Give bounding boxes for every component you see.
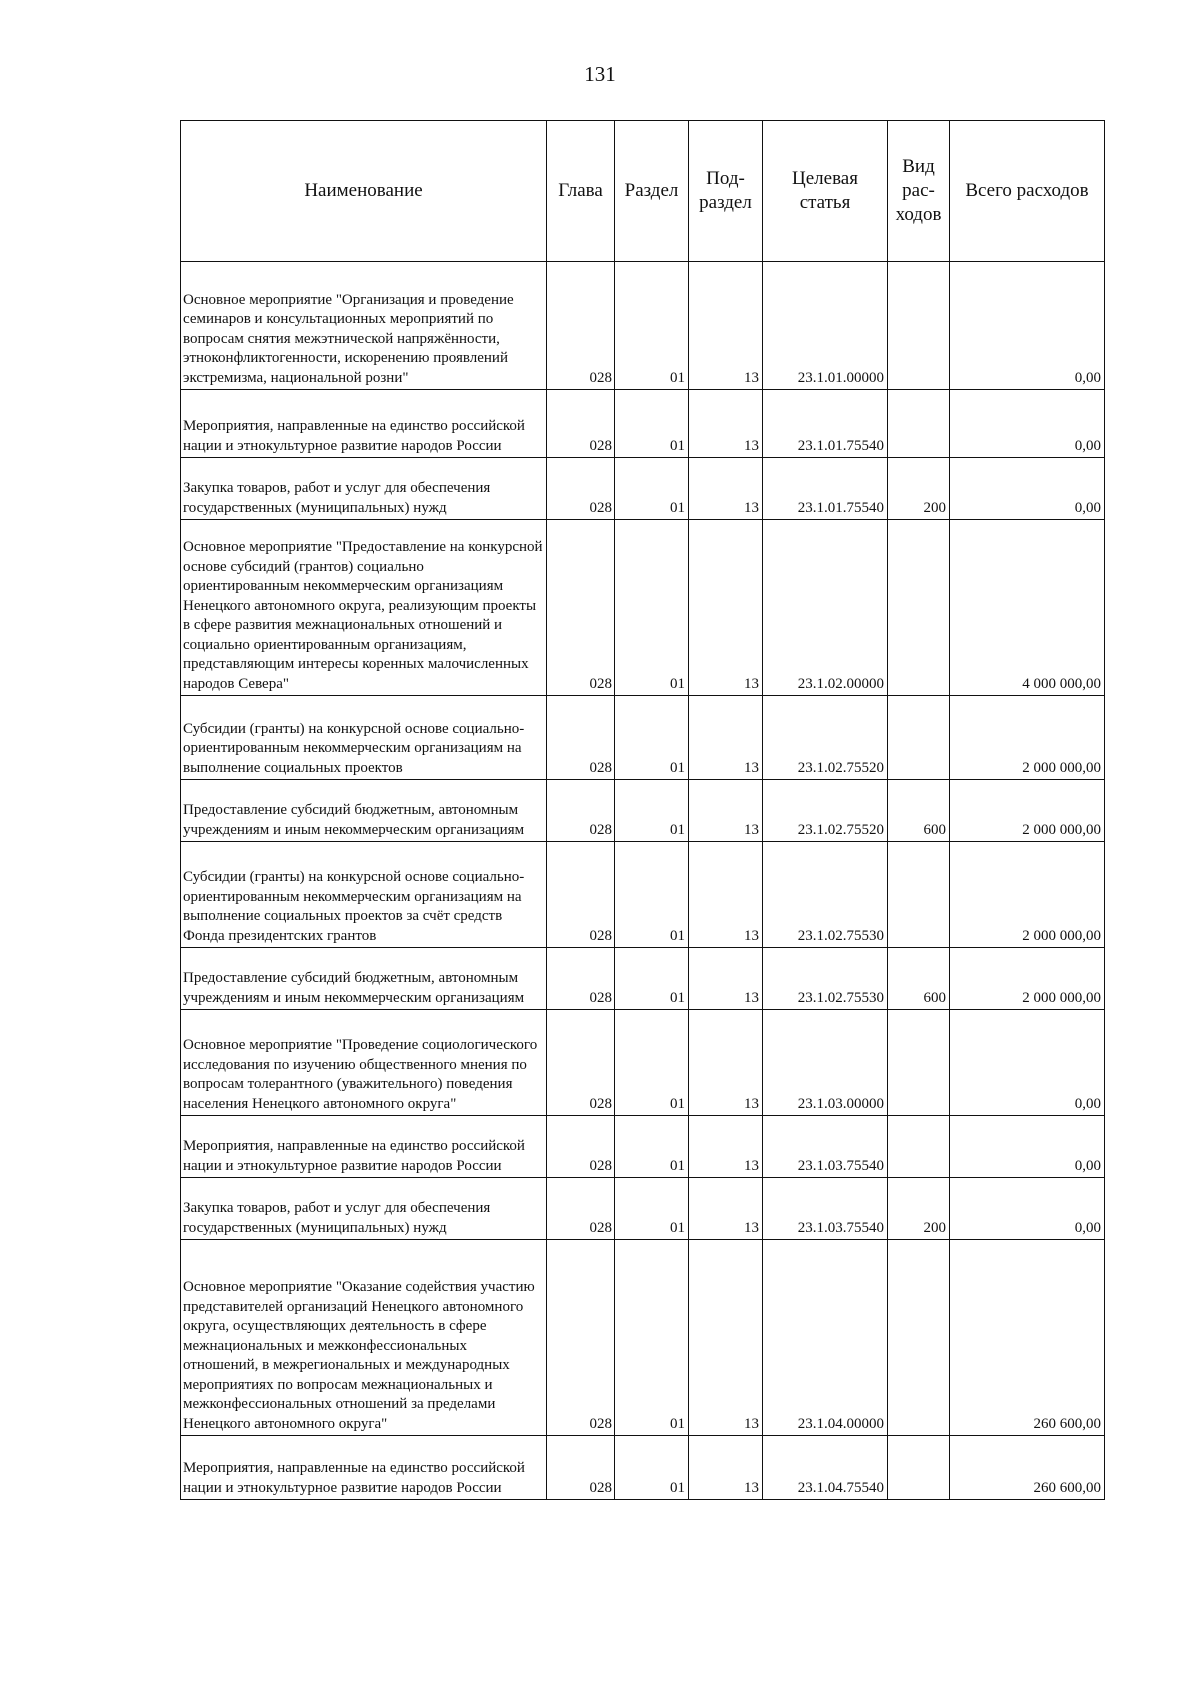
table-row — [181, 1010, 1105, 1116]
row-glava: 028 — [547, 696, 615, 780]
header-celevaya: Целевая статья — [763, 121, 888, 262]
row-glava: 028 — [547, 520, 615, 696]
row-razdel: 01 — [615, 1178, 689, 1240]
row-podrazdel: 13 — [689, 520, 763, 696]
row-glava: 028 — [547, 458, 615, 520]
row-total: 0,00 — [950, 1116, 1105, 1178]
header-vid: Вид рас-ходов — [888, 121, 950, 262]
row-celevaya: 23.1.03.75540 — [763, 1178, 888, 1240]
row-celevaya: 23.1.02.75520 — [763, 780, 888, 842]
row-vid — [888, 390, 950, 458]
row-razdel: 01 — [615, 1436, 689, 1500]
row-name: Субсидии (гранты) на конкурсной основе социально-ориентированным некоммерческим организациям на выполнение социальных проектов — [181, 696, 547, 780]
row-glava: 028 — [547, 390, 615, 458]
row-total: 2 000 000,00 — [950, 948, 1105, 1010]
row-total: 0,00 — [950, 262, 1105, 390]
row-podrazdel: 13 — [689, 1178, 763, 1240]
header-total: Всего расходов — [950, 121, 1105, 262]
row-total: 4 000 000,00 — [950, 520, 1105, 696]
row-podrazdel: 13 — [689, 696, 763, 780]
row-podrazdel: 13 — [689, 842, 763, 948]
row-glava: 028 — [547, 842, 615, 948]
row-razdel: 01 — [615, 780, 689, 842]
row-razdel: 01 — [615, 948, 689, 1010]
table-row — [181, 1116, 1105, 1178]
row-name: Мероприятия, направленные на единство российской нации и этнокультурное развитие народов России — [181, 390, 547, 458]
row-vid: 600 — [888, 780, 950, 842]
row-celevaya: 23.1.03.75540 — [763, 1116, 888, 1178]
page-number: 131 — [584, 62, 616, 86]
row-total: 2 000 000,00 — [950, 696, 1105, 780]
row-razdel: 01 — [615, 1240, 689, 1436]
row-vid — [888, 1116, 950, 1178]
row-total: 0,00 — [950, 458, 1105, 520]
row-podrazdel: 13 — [689, 1240, 763, 1436]
table-row — [181, 1178, 1105, 1240]
row-name: Основное мероприятие "Организация и проведение семинаров и консультационных мероприятий по вопросам снятия межэтнической напряжённости, этноконфликтогенности, искоренению проявлений экстремизма, национальной розни" — [181, 262, 547, 390]
row-name: Основное мероприятие "Предоставление на конкурсной основе субсидий (грантов) социально ориентированным некоммерческим организациям Ненецкого автономного округа, реализующим проекты в сфере развития межнациональных отношений и социально ориентированным организациям, представляющим интересы коренных малочисленных народов Севера" — [181, 520, 547, 696]
row-podrazdel: 13 — [689, 1436, 763, 1500]
row-total: 0,00 — [950, 1010, 1105, 1116]
row-celevaya: 23.1.01.00000 — [763, 262, 888, 390]
row-vid — [888, 520, 950, 696]
row-name: Закупка товаров, работ и услуг для обеспечения государственных (муниципальных) нужд — [181, 1178, 547, 1240]
row-vid — [888, 262, 950, 390]
row-glava: 028 — [547, 262, 615, 390]
row-razdel: 01 — [615, 262, 689, 390]
table-row — [181, 948, 1105, 1010]
header-row — [181, 121, 1105, 262]
row-razdel: 01 — [615, 520, 689, 696]
row-razdel: 01 — [615, 1010, 689, 1116]
row-podrazdel: 13 — [689, 780, 763, 842]
row-total: 0,00 — [950, 390, 1105, 458]
row-celevaya: 23.1.04.75540 — [763, 1436, 888, 1500]
row-name: Мероприятия, направленные на единство российской нации и этнокультурное развитие народов России — [181, 1436, 547, 1500]
row-celevaya: 23.1.02.75530 — [763, 842, 888, 948]
row-total: 2 000 000,00 — [950, 842, 1105, 948]
row-vid: 600 — [888, 948, 950, 1010]
row-celevaya: 23.1.02.75520 — [763, 696, 888, 780]
row-celevaya: 23.1.01.75540 — [763, 458, 888, 520]
row-podrazdel: 13 — [689, 262, 763, 390]
row-vid: 200 — [888, 458, 950, 520]
table-row — [181, 390, 1105, 458]
row-vid — [888, 1010, 950, 1116]
row-name: Основное мероприятие "Оказание содействия участию представителей организаций Ненецкого автономного округа, осуществляющих деятельность в сфере межнациональных и межконфессиональных отношений, в межрегиональных и международных мероприятиях по вопросам межнациональных и межконфессиональных отношений за пределами Ненецкого автономного округа" — [181, 1240, 547, 1436]
row-vid — [888, 696, 950, 780]
row-name: Субсидии (гранты) на конкурсной основе социально-ориентированным некоммерческим организациям на выполнение социальных проектов за счёт средств Фонда президентских грантов — [181, 842, 547, 948]
table-row — [181, 780, 1105, 842]
row-name: Основное мероприятие "Проведение социологического исследования по изучению общественного мнения по вопросам толерантного (уважительного) поведения населения Ненецкого автономного округа" — [181, 1010, 547, 1116]
row-total: 260 600,00 — [950, 1240, 1105, 1436]
row-glava: 028 — [547, 948, 615, 1010]
row-glava: 028 — [547, 1436, 615, 1500]
row-celevaya: 23.1.04.00000 — [763, 1240, 888, 1436]
row-razdel: 01 — [615, 458, 689, 520]
row-podrazdel: 13 — [689, 458, 763, 520]
row-glava: 028 — [547, 1178, 615, 1240]
budget-table — [180, 120, 1105, 1500]
row-podrazdel: 13 — [689, 1116, 763, 1178]
header-glava: Глава — [547, 121, 615, 262]
table-row — [181, 696, 1105, 780]
header-razdel: Раздел — [615, 121, 689, 262]
row-celevaya: 23.1.01.75540 — [763, 390, 888, 458]
table-row — [181, 520, 1105, 696]
row-celevaya: 23.1.03.00000 — [763, 1010, 888, 1116]
table-row — [181, 1240, 1105, 1436]
header-name: Наименование — [181, 121, 547, 262]
table-row — [181, 1436, 1105, 1500]
row-name: Предоставление субсидий бюджетным, автономным учреждениям и иным некоммерческим организациям — [181, 780, 547, 842]
row-glava: 028 — [547, 1240, 615, 1436]
row-razdel: 01 — [615, 696, 689, 780]
row-vid — [888, 1240, 950, 1436]
row-podrazdel: 13 — [689, 390, 763, 458]
table-body — [181, 262, 1105, 1500]
row-total: 0,00 — [950, 1178, 1105, 1240]
row-glava: 028 — [547, 1010, 615, 1116]
row-name: Мероприятия, направленные на единство российской нации и этнокультурное развитие народов России — [181, 1116, 547, 1178]
table-row — [181, 262, 1105, 390]
table-row — [181, 842, 1105, 948]
row-razdel: 01 — [615, 842, 689, 948]
row-glava: 028 — [547, 1116, 615, 1178]
row-razdel: 01 — [615, 390, 689, 458]
header-podrazdel: Под-раздел — [689, 121, 763, 262]
row-podrazdel: 13 — [689, 1010, 763, 1116]
row-celevaya: 23.1.02.00000 — [763, 520, 888, 696]
row-celevaya: 23.1.02.75530 — [763, 948, 888, 1010]
table-row — [181, 458, 1105, 520]
row-name: Закупка товаров, работ и услуг для обеспечения государственных (муниципальных) нужд — [181, 458, 547, 520]
row-name: Предоставление субсидий бюджетным, автономным учреждениям и иным некоммерческим организациям — [181, 948, 547, 1010]
row-vid — [888, 1436, 950, 1500]
row-podrazdel: 13 — [689, 948, 763, 1010]
row-vid — [888, 842, 950, 948]
row-total: 260 600,00 — [950, 1436, 1105, 1500]
row-vid: 200 — [888, 1178, 950, 1240]
row-glava: 028 — [547, 780, 615, 842]
row-razdel: 01 — [615, 1116, 689, 1178]
row-total: 2 000 000,00 — [950, 780, 1105, 842]
